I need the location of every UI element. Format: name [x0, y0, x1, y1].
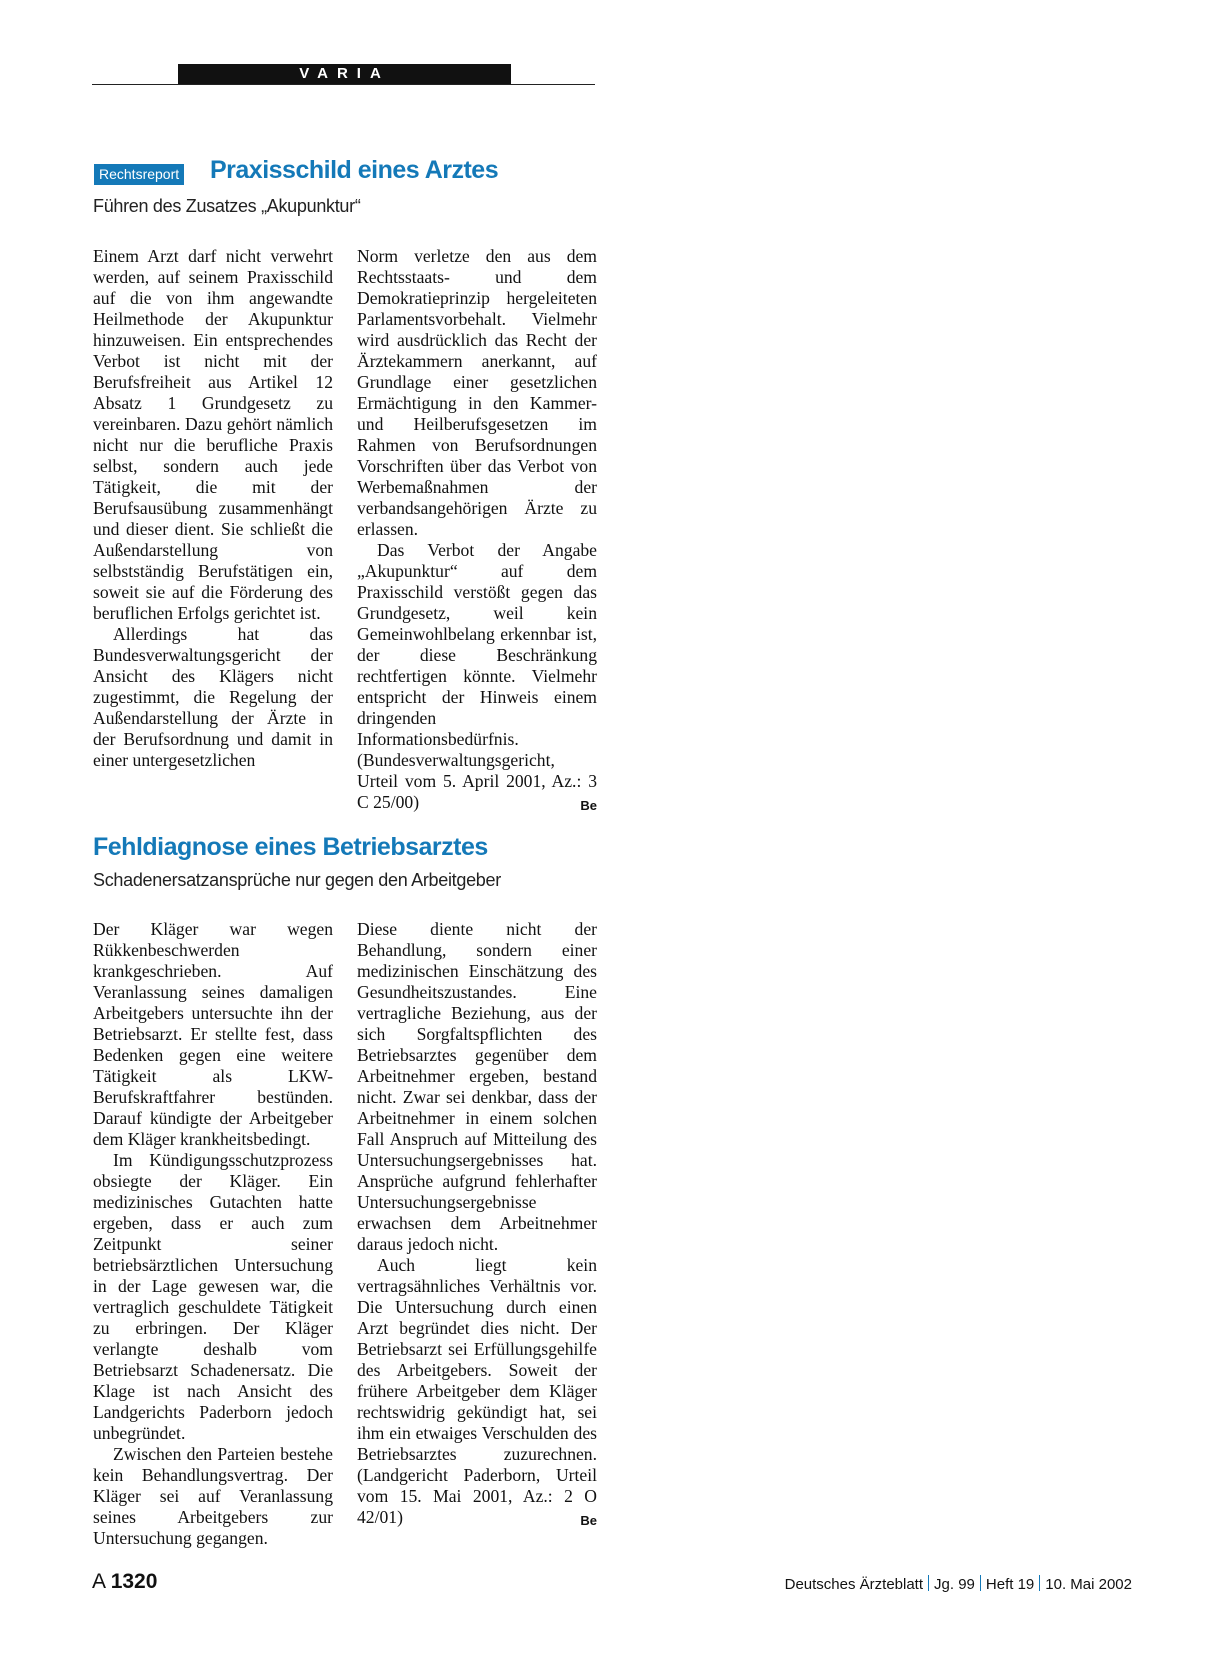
journal-issue: Heft 19 [985, 1576, 1035, 1593]
article1-column-right [357, 246, 597, 816]
article1-subtitle: Führen des Zusatzes „Akupunktur“ [93, 196, 361, 216]
author-signature: Be [580, 1513, 597, 1528]
journal-info [785, 1575, 1132, 1593]
paragraph: Zwischen den Parteien bestehe kein Behandlungsvertrag. Der Kläger sei auf Veranlassung seines Arbeitgebers zur Untersuchung gegangen. [93, 1444, 333, 1548]
article2-title: Fehldiagnose eines Betriebsarztes [93, 833, 488, 861]
paragraph [357, 540, 597, 813]
header-rule [92, 84, 595, 85]
separator [980, 1575, 981, 1591]
rubric-badge: Rechtsreport [94, 164, 184, 185]
article2-column-right [357, 919, 597, 1531]
paragraph: Einem Arzt darf nicht verwehrt werden, auf seinem Praxisschild auf die von ihm angewandte Heilmethode der Akupunktur hinzuweisen. Ein entsprechendes Verbot ist nicht mit der Berufsfreiheit aus Artikel 12 Absatz 1 Grundgesetz zu vereinbaren. Dazu gehört nämlich nicht nur die berufliche Praxis selbst, sondern auch jede Tätigkeit, die mit der Berufsausübung zusammenhängt und dieser dient. Sie schließt die Außendarstellung von selbstständig Berufstätigen ein, soweit sie auf die Förderung des beruflichen Erfolgs gerichtet ist. [93, 246, 333, 623]
paragraph-text: Auch liegt kein vertragsähnliches Verhältnis vor. Die Untersuchung durch einen Arzt begründet dies nicht. Der Betriebsarzt sei Erfüllungsgehilfe des Arbeitgebers. Soweit der frühere Arbeitgeber dem Kläger rechtswidrig gekündigt hat, sei ihm ein etwaiges Verschulden des Betriebsarztes zuzurechnen. (Landgericht Paderborn, Urteil vom 15. Mai 2001, Az.: 2 O 42/01) [357, 1255, 597, 1527]
journal-date: 10. Mai 2002 [1045, 1576, 1132, 1593]
paragraph: Der Kläger war wegen Rükkenbeschwerden krankgeschrieben. Auf Veranlassung seines damaligen Arbeitgebers untersuchte ihn der Betriebsarzt. Er stellte fest, dass Bedenken gegen eine weitere Tätigkeit als LKW-Berufskraftfahrer bestünden. Darauf kündigte der Arbeitgeber dem Kläger krankheitsbedingt. [93, 919, 333, 1149]
article1-column-left [93, 246, 333, 771]
page-number-value: 1320 [110, 1570, 158, 1593]
paragraph: Norm verletze den aus dem Rechtsstaats- und dem Demokratieprinzip hergeleiteten Parlamentsvorbehalt. Vielmehr wird ausdrücklich das Recht der Ärztekammern anerkannt, auf Grundlage einer gesetzlichen Ermächtigung in den Kammer- und Heilberufsgesetzen im Rahmen von Berufsordnungen Vorschriften über das Verbot von Werbemaßnahmen der verbandsangehörigen Ärzte zu erlassen. [357, 246, 597, 539]
article2-column-left [93, 919, 333, 1549]
paragraph-text: Das Verbot der Angabe „Akupunktur“ auf dem Praxisschild verstößt gegen das Grundgesetz, weil kein Gemeinwohlbelang erkennbar ist, der diese Beschränkung rechtfertigen könnte. Vielmehr entspricht der Hinweis einem dringenden Informationsbedürfnis. (Bundesverwaltungsgericht, Urteil vom 5. April 2001, Az.: 3 C 25/00) [357, 540, 597, 812]
page-prefix: A [92, 1570, 105, 1593]
journal-name: Deutsches Ärzteblatt [784, 1576, 924, 1593]
paragraph: Diese diente nicht der Behandlung, sondern einer medizinischen Einschätzung des Gesundheitszustandes. Eine vertragliche Beziehung, aus der sich Sorgfaltspflichten des Betriebsarztes gegenüber dem Arbeitnehmer ergeben, bestand nicht. Zwar sei denkbar, dass der Arbeitnehmer in einem solchen Fall Anspruch auf Mitteilung des Untersuchungsergebnisses hat. Ansprüche aufgrund fehlerhafter Untersuchungsergebnisse erwachsen dem Arbeitnehmer daraus jedoch nicht. [357, 919, 597, 1254]
page-number [92, 1570, 157, 1594]
author-signature: Be [580, 798, 597, 813]
article2-subtitle: Schadenersatzansprüche nur gegen den Arbeitgeber [93, 870, 501, 890]
separator [928, 1575, 929, 1591]
paragraph [357, 1255, 597, 1528]
paragraph: Allerdings hat das Bundesverwaltungsgericht der Ansicht des Klägers nicht zugestimmt, die Regelung der Außendarstellung der Ärzte in der Berufsordnung und damit in einer untergesetzlichen [93, 624, 333, 770]
section-header: VARIA [178, 64, 511, 84]
journal-volume: Jg. 99 [934, 1576, 975, 1593]
article1-title: Praxisschild eines Arztes [210, 156, 499, 184]
paragraph: Im Kündigungsschutzprozess obsiegte der Kläger. Ein medizinisches Gutachten hatte ergeben, dass er auch zum Zeitpunkt seiner betriebsärztlichen Untersuchung in der Lage gewesen war, die vertraglich geschuldete Tätigkeit zu erbringen. Der Kläger verlangte deshalb vom Betriebsarzt Schadenersatz. Die Klage ist nach Ansicht des Landgerichts Paderborn jedoch unbegründet. [93, 1150, 333, 1443]
separator [1039, 1575, 1040, 1591]
